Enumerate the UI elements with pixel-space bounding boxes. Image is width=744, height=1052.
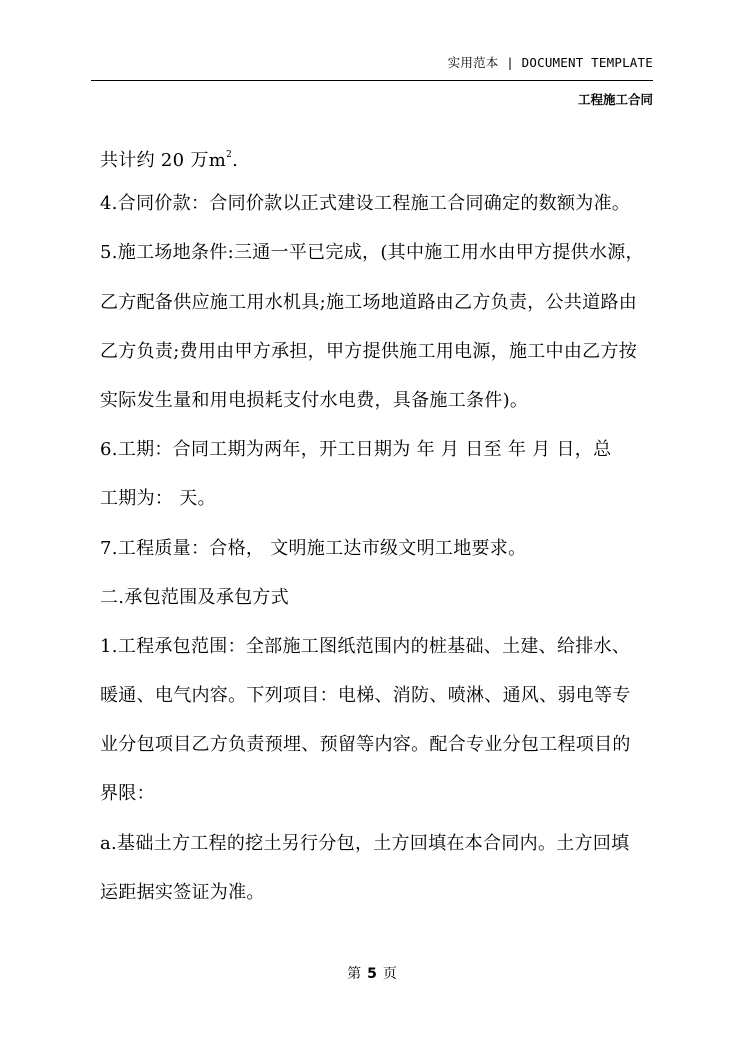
section-heading-scope: 二.承包范围及承包方式 — [100, 586, 290, 608]
body-line-earthwork-1: a.基础土方工程的挖土另行分包，土方回填在本合同内。土方回填 — [100, 832, 630, 854]
body-line-schedule-1: 6.工期：合同工期为两年，开工日期为 年 月 日至 年 月 日，总 — [100, 439, 612, 461]
body-line-scope-4: 界限： — [100, 783, 155, 805]
body-line-scope-3: 业分包项目乙方负责预埋、预留等内容。配合专业分包工程项目的 — [100, 734, 631, 756]
body-line-site-conditions-1: 5.施工场地条件:三通一平已完成，(其中施工用水由甲方提供水源， — [100, 242, 644, 264]
body-line-site-conditions-3: 乙方负责;费用由甲方承担，甲方提供施工用电源，施工中由乙方按 — [100, 340, 638, 362]
document-body — [100, 137, 660, 924]
footer-prefix: 第 — [347, 966, 362, 982]
header-divider — [91, 80, 653, 81]
body-line-quality: 7.工程质量：合格， 文明施工达市级文明工地要求。 — [100, 537, 527, 559]
body-line-0-period: . — [232, 150, 239, 171]
body-line-scope-1: 1.工程承包范围：全部施工图纸范围内的桩基础、土建、给排水、 — [100, 635, 631, 657]
body-line-site-conditions-4: 实际发生量和用电损耗支付水电费，具备施工条件)。 — [100, 389, 529, 411]
header-document-template-label: 实用范本 | DOCUMENT TEMPLATE — [447, 55, 653, 70]
page-number: 5 — [367, 966, 377, 982]
header-document-title: 工程施工合同 — [577, 92, 653, 107]
body-line-site-conditions-2: 乙方配备供应施工用水机具;施工场地道路由乙方负责，公共道路由 — [100, 291, 638, 313]
square-superscript: 2 — [226, 150, 233, 160]
page-footer — [0, 963, 744, 983]
body-line-0-text: 共计约 20 万m — [100, 150, 227, 171]
footer-suffix: 页 — [382, 966, 397, 982]
body-line-0 — [100, 137, 660, 186]
body-line-schedule-2: 工期为： 天。 — [100, 488, 216, 510]
body-line-earthwork-2: 运距据实签证为准。 — [100, 881, 265, 903]
body-line-contract-price: 4.合同价款：合同价款以正式建设工程施工合同确定的数额为准。 — [100, 193, 631, 215]
body-line-scope-2: 暖通、电气内容。下列项目：电梯、消防、喷淋、通风、弱电等专 — [100, 685, 631, 707]
